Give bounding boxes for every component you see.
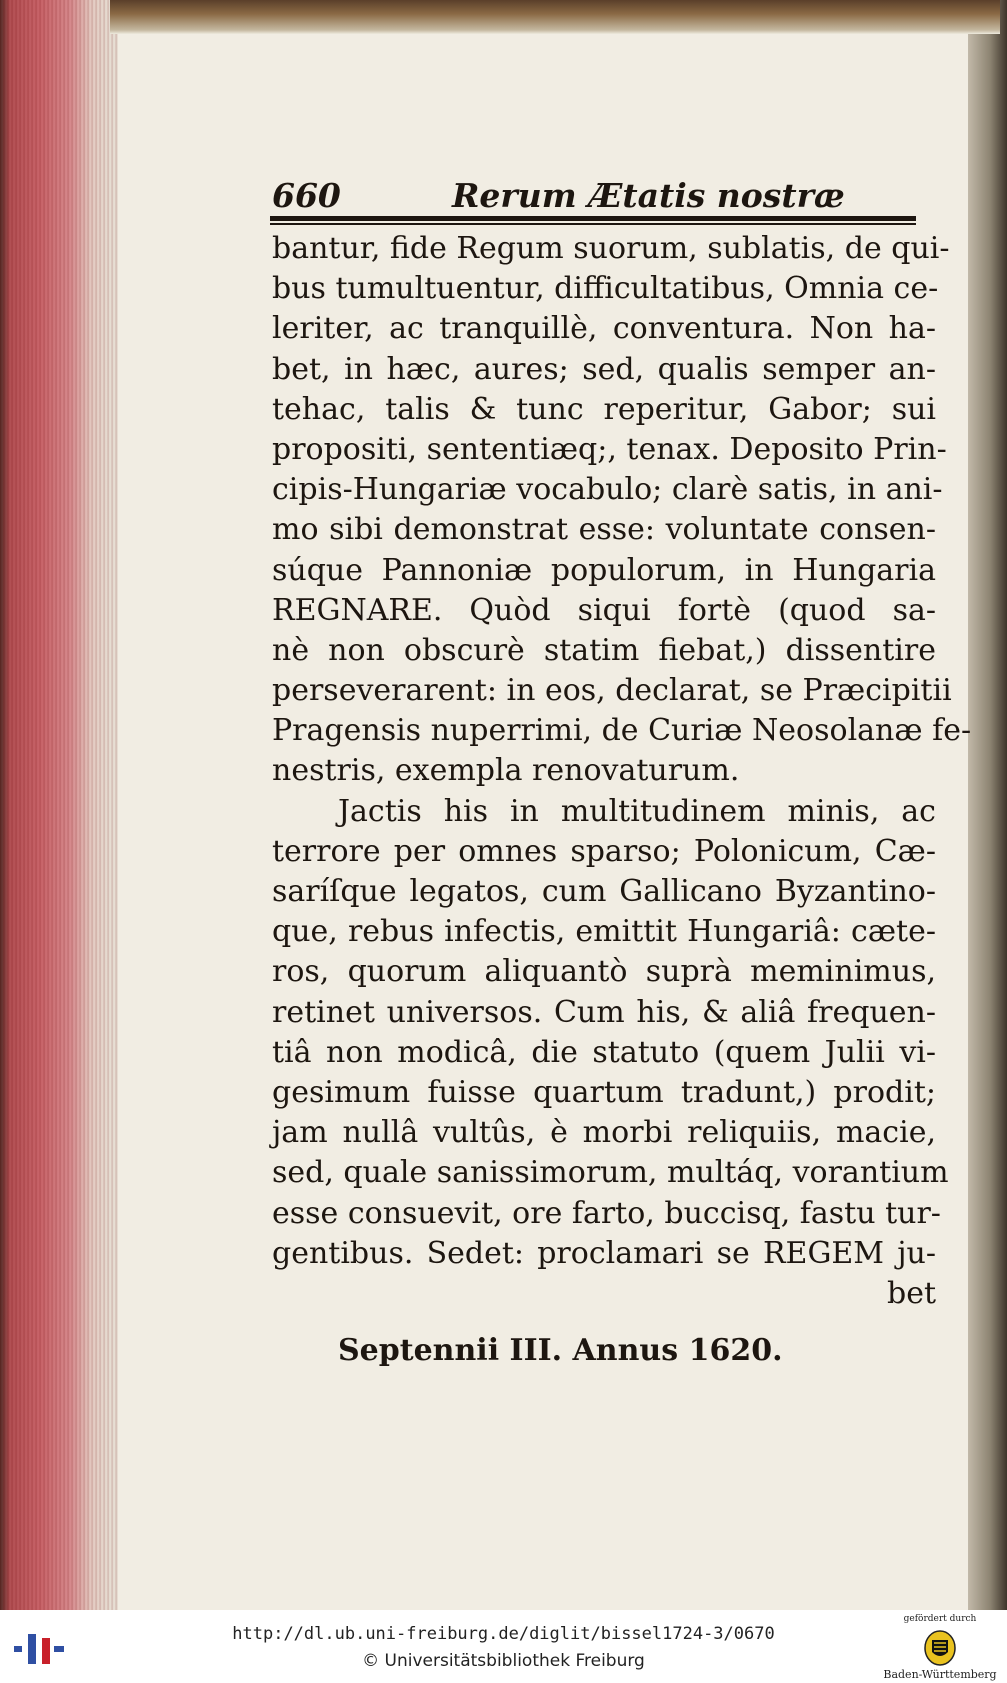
text-line: mo sibi demonstrat esse: voluntate consen- [272, 512, 936, 548]
signature-line: Septennii III. Annus 1620. [338, 1333, 783, 1368]
page-number: 660 [272, 176, 341, 215]
text-line: saríſque legatos, cum Gallicano Byzantino- [272, 874, 936, 909]
text-line: esse consuevit, ore farto, buccisq, fastu tur- [272, 1195, 941, 1231]
text-line: REGNARE. Quòd siqui fortè (quod sa- [272, 592, 936, 628]
page-edge-stack [0, 0, 130, 1610]
viewer-footer-bar [0, 1610, 1007, 1683]
text-line: gentibus. Sedet: proclamari se REGEM ju- [272, 1235, 936, 1271]
text-line: perseverarent: in eos, declarat, se Præcipitii [272, 673, 952, 709]
text-line: Jactis his in multitudinem minis, ac [338, 793, 936, 829]
text-line: tiâ non modicâ, die statuto (quem Julii vi- [272, 1034, 936, 1070]
book-top-edge [110, 0, 1000, 34]
text-line: ros, quorum aliquantò suprà meminimus, [272, 954, 936, 990]
permalink-url[interactable]: http://dl.ub.uni-freiburg.de/diglit/bissel1724-3/0670 [232, 1624, 775, 1644]
header-rule [270, 216, 916, 221]
text-line: tehac, talis & tunc reperitur, Gabor; sui [272, 391, 936, 427]
page-header [272, 176, 912, 216]
text-line: sed, quale sanissimorum, multáq, vorantium [272, 1155, 949, 1191]
text-line: leriter, ac tranquillè, conventura. Non ha- [272, 311, 936, 347]
text-line: súque Pannoniæ populorum, in Hungaria [272, 552, 936, 588]
sponsor-block [880, 1614, 1000, 1680]
text-line: bet, in hæc, aures; sed, qualis semper an- [272, 351, 936, 387]
header-rule-thin [270, 223, 916, 225]
sponsor-caption: gefördert durch [903, 1614, 977, 1624]
body-text [272, 229, 972, 1314]
text-line: retinet universos. Cum his, & aliâ frequen- [272, 994, 936, 1030]
copyright-notice: © Universitätsbibliothek Freiburg [362, 1651, 645, 1671]
text-line: bantur, fide Regum suorum, sublatis, de qui- [272, 231, 950, 266]
text-line: nè non obscurè statim fiebat,) dissentire [272, 632, 936, 668]
sponsor-name: Baden-Württemberg [883, 1668, 997, 1681]
text-line: cipis-Hungariæ vocabulo; clarè satis, in ani- [272, 472, 943, 508]
state-coat-of-arms-icon [924, 1628, 956, 1666]
catchword: bet [886, 1275, 936, 1311]
text-line: Pragensis nuperrimi, de Curiæ Neosolanæ fe- [272, 713, 972, 749]
text-line: bus tumultuentur, difficultatibus, Omnia ce- [272, 271, 939, 307]
running-head: Rerum Ætatis nostræ [452, 176, 845, 215]
text-line: propositi, sententiæq;, tenax. Deposito Prin- [272, 431, 947, 467]
text-line: gesimum fuisse quartum tradunt,) prodit; [272, 1074, 936, 1110]
text-line: nestris, exempla renovaturum. [272, 753, 740, 789]
text-line: jam nullâ vultûs, è morbi reliquiis, macie, [272, 1115, 936, 1151]
text-line: que, rebus infectis, emittit Hungariâ: cæte- [272, 914, 936, 950]
text-line: terrore per omnes sparso; Polonicum, Cæ- [272, 833, 936, 869]
